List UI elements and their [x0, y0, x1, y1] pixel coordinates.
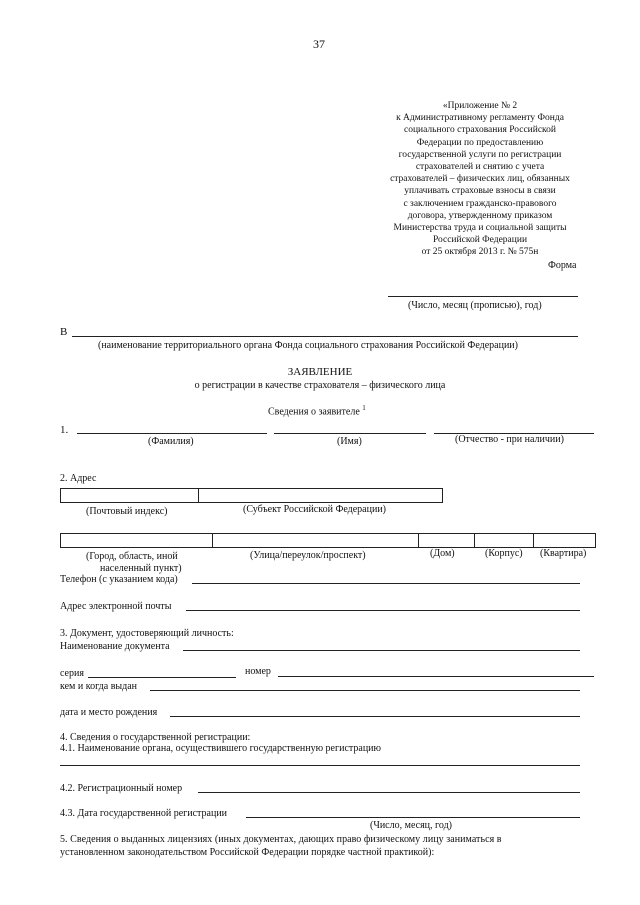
appendix-line: к Административному регламенту Фонда — [396, 113, 564, 124]
phone-field[interactable] — [192, 583, 580, 584]
series-field[interactable] — [88, 677, 236, 678]
region-caption: (Субъект Российской Федерации) — [243, 504, 387, 515]
registration-organ-field[interactable] — [60, 765, 580, 766]
to-prefix: В — [60, 326, 68, 338]
registration-number-field[interactable] — [198, 792, 580, 793]
street-input[interactable] — [213, 534, 417, 547]
apartment-caption: (Квартира) — [540, 548, 587, 559]
postcode-input[interactable] — [61, 489, 198, 502]
section1-number: 1. — [60, 424, 69, 436]
appendix-line: страхователей и снятию с учета — [415, 162, 545, 173]
issued-label: кем и когда выдан — [60, 681, 138, 692]
appendix-line: уплачивать страховые взносы в связи — [404, 186, 556, 197]
date-field[interactable] — [388, 296, 578, 297]
identity-doc-label: 3. Документ, удостоверяющий личность: — [60, 628, 234, 639]
appendix-line: «Приложение № 2 — [442, 101, 518, 111]
document-subtitle: о регистрации в качестве страхователя – физического лица — [194, 380, 446, 391]
series-label: серия — [60, 668, 84, 679]
applicant-header — [268, 405, 366, 417]
surname-field[interactable] — [77, 433, 267, 434]
city-caption-line1: (Город, область, иной — [86, 551, 178, 562]
city-input[interactable] — [61, 534, 211, 547]
surname-caption: (Фамилия) — [148, 436, 194, 447]
address-label: 2. Адрес — [60, 473, 97, 484]
house-input[interactable] — [419, 534, 473, 547]
birth-label: дата и место рождения — [60, 707, 158, 718]
building-caption: (Корпус) — [485, 548, 523, 559]
document-title: ЗАЯВЛЕНИЕ — [287, 366, 353, 378]
registration-date-label: 4.3. Дата государственной регистрации — [60, 808, 228, 819]
apartment-input[interactable] — [534, 534, 595, 547]
appendix-line: страхователей – физических лиц, обязанных — [390, 174, 570, 185]
appendix-line: Федерации по предоставлению — [416, 137, 544, 148]
name-field[interactable] — [274, 433, 426, 434]
appendix-line: социального страхования Российской — [403, 125, 557, 136]
doc-name-label: Наименование документа — [60, 641, 170, 652]
applicant-header-text: Сведения о заявителе — [268, 406, 360, 418]
email-field[interactable] — [186, 610, 580, 611]
licenses-line2: установленном законодательством Российской Федерации порядке частной практикой): — [60, 847, 435, 858]
building-input[interactable] — [475, 534, 532, 547]
doc-name-field[interactable] — [183, 650, 580, 651]
registration-number-label: 4.2. Регистрационный номер — [60, 783, 183, 794]
number-field[interactable] — [278, 676, 594, 677]
date-caption: (Число, месяц (прописью), год) — [408, 300, 542, 311]
region-input[interactable] — [199, 489, 442, 502]
postcode-caption: (Почтовый индекс) — [86, 506, 168, 517]
appendix-line: государственной услуги по регистрации — [398, 149, 562, 160]
appendix-line: от 25 октября 2013 г. № 575н — [421, 247, 539, 258]
city-caption-line2: населенный пункт) — [100, 563, 182, 574]
street-caption: (Улица/переулок/проспект) — [250, 550, 366, 561]
page-number: 37 — [313, 37, 325, 51]
territorial-organ-caption: (наименование территориального органа Фонда социального страхования Российской Федерации) — [98, 340, 518, 351]
birth-field[interactable] — [170, 716, 580, 717]
house-caption: (Дом) — [430, 548, 455, 559]
appendix-header — [386, 100, 574, 259]
name-caption: (Имя) — [337, 436, 362, 447]
registration-organ-label: 4.1. Наименование органа, осуществившего государственную регистрацию — [60, 743, 381, 754]
form-label: Форма — [548, 260, 577, 271]
number-label: номер — [245, 666, 271, 677]
registration-label: 4. Сведения о государственной регистрации: — [60, 732, 251, 743]
appendix-line: с заключением гражданско-правового — [403, 198, 557, 209]
appendix-line: договора, утвержденному приказом — [407, 210, 553, 221]
patronymic-caption: (Отчество - при наличии) — [455, 434, 564, 445]
footnote-mark: 1 — [362, 404, 366, 412]
email-label: Адрес электронной почты — [60, 601, 172, 612]
territorial-organ-field[interactable] — [72, 336, 578, 337]
registration-date-field[interactable] — [246, 817, 580, 818]
registration-date-caption: (Число, месяц, год) — [370, 820, 452, 831]
issued-field[interactable] — [150, 690, 580, 691]
phone-label: Телефон (с указанием кода) — [60, 574, 178, 585]
licenses-line1: 5. Сведения о выданных лицензиях (иных документах, дающих право физическому лицу заниматься в — [60, 834, 502, 845]
appendix-line: Министерства труда и социальной защиты — [393, 223, 567, 234]
appendix-line: Российской Федерации — [432, 235, 528, 246]
